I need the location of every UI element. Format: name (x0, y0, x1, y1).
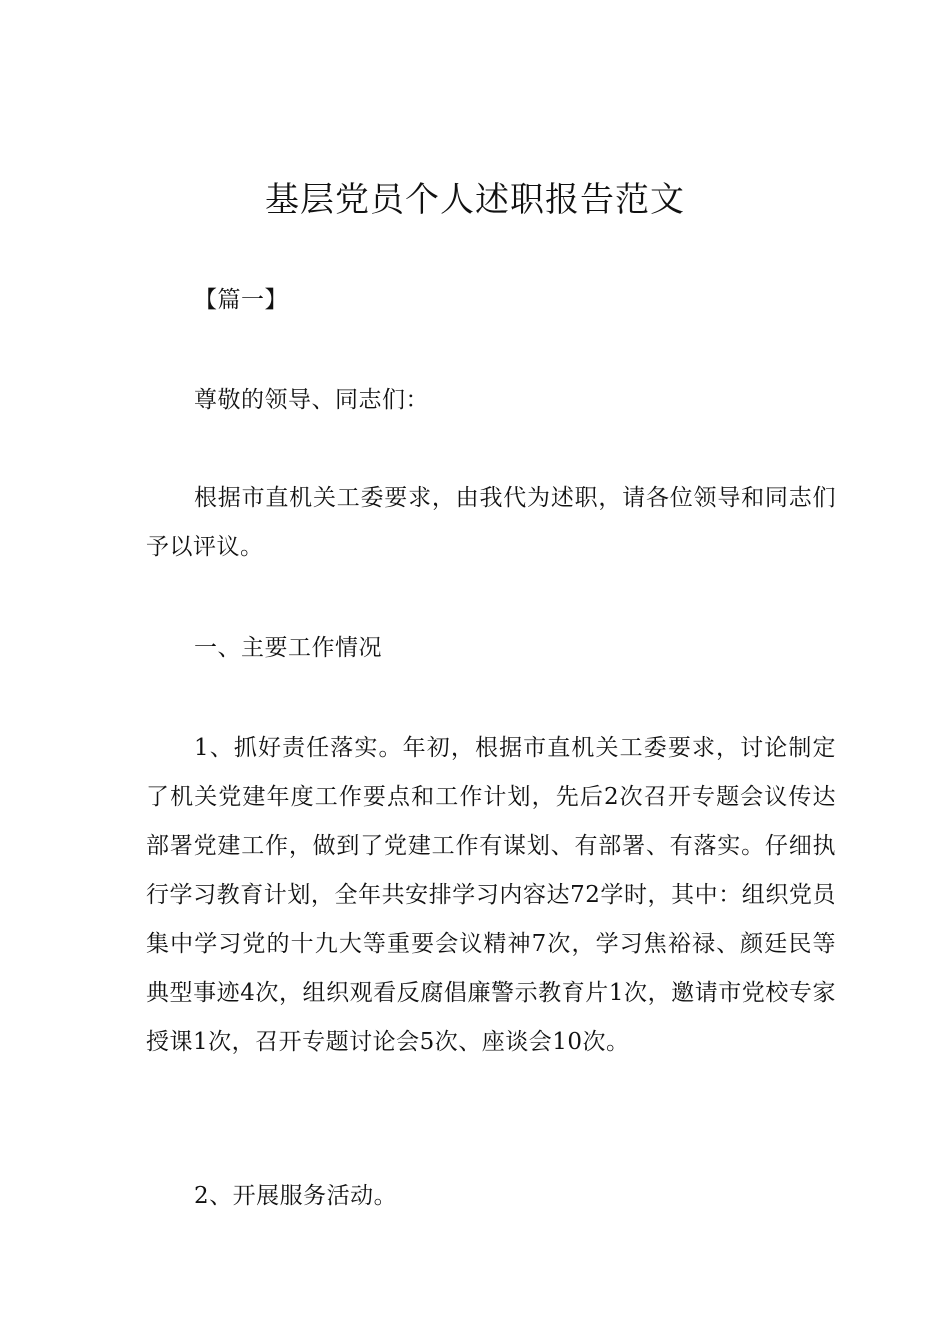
greeting-line: 尊敬的领导、同志们： (194, 387, 429, 413)
responsibility-paragraph: 1、抓好责任落实。年初，根据市直机关工委要求，讨论制定了机关党建年度工作要点和工作计划，先后2次召开专题会议传达部署党建工作，做到了党建工作有谋划、有部署、有落实。仔细执行学习教育计划，全年共安排学习内容达72学时，其中：组织党员集中学习党的十九大等重要会议精神7次，学习焦裕禄、颜廷民等典型事迹4次，组织观看反腐倡廉警示教育片1次，邀请市党校专家授课1次，召开专题讨论会5次、座谈会10次。 (146, 735, 836, 1055)
section-tag: 【篇一】 (194, 287, 288, 313)
service-activity-heading: 2、开展服务活动。 (194, 1183, 398, 1209)
section-heading-main-work: 一、主要工作情况 (194, 635, 382, 661)
document-title: 基层党员个人述职报告范文 (265, 180, 685, 220)
intro-paragraph: 根据市直机关工委要求，由我代为述职，请各位领导和同志们予以评议。 (146, 485, 836, 560)
